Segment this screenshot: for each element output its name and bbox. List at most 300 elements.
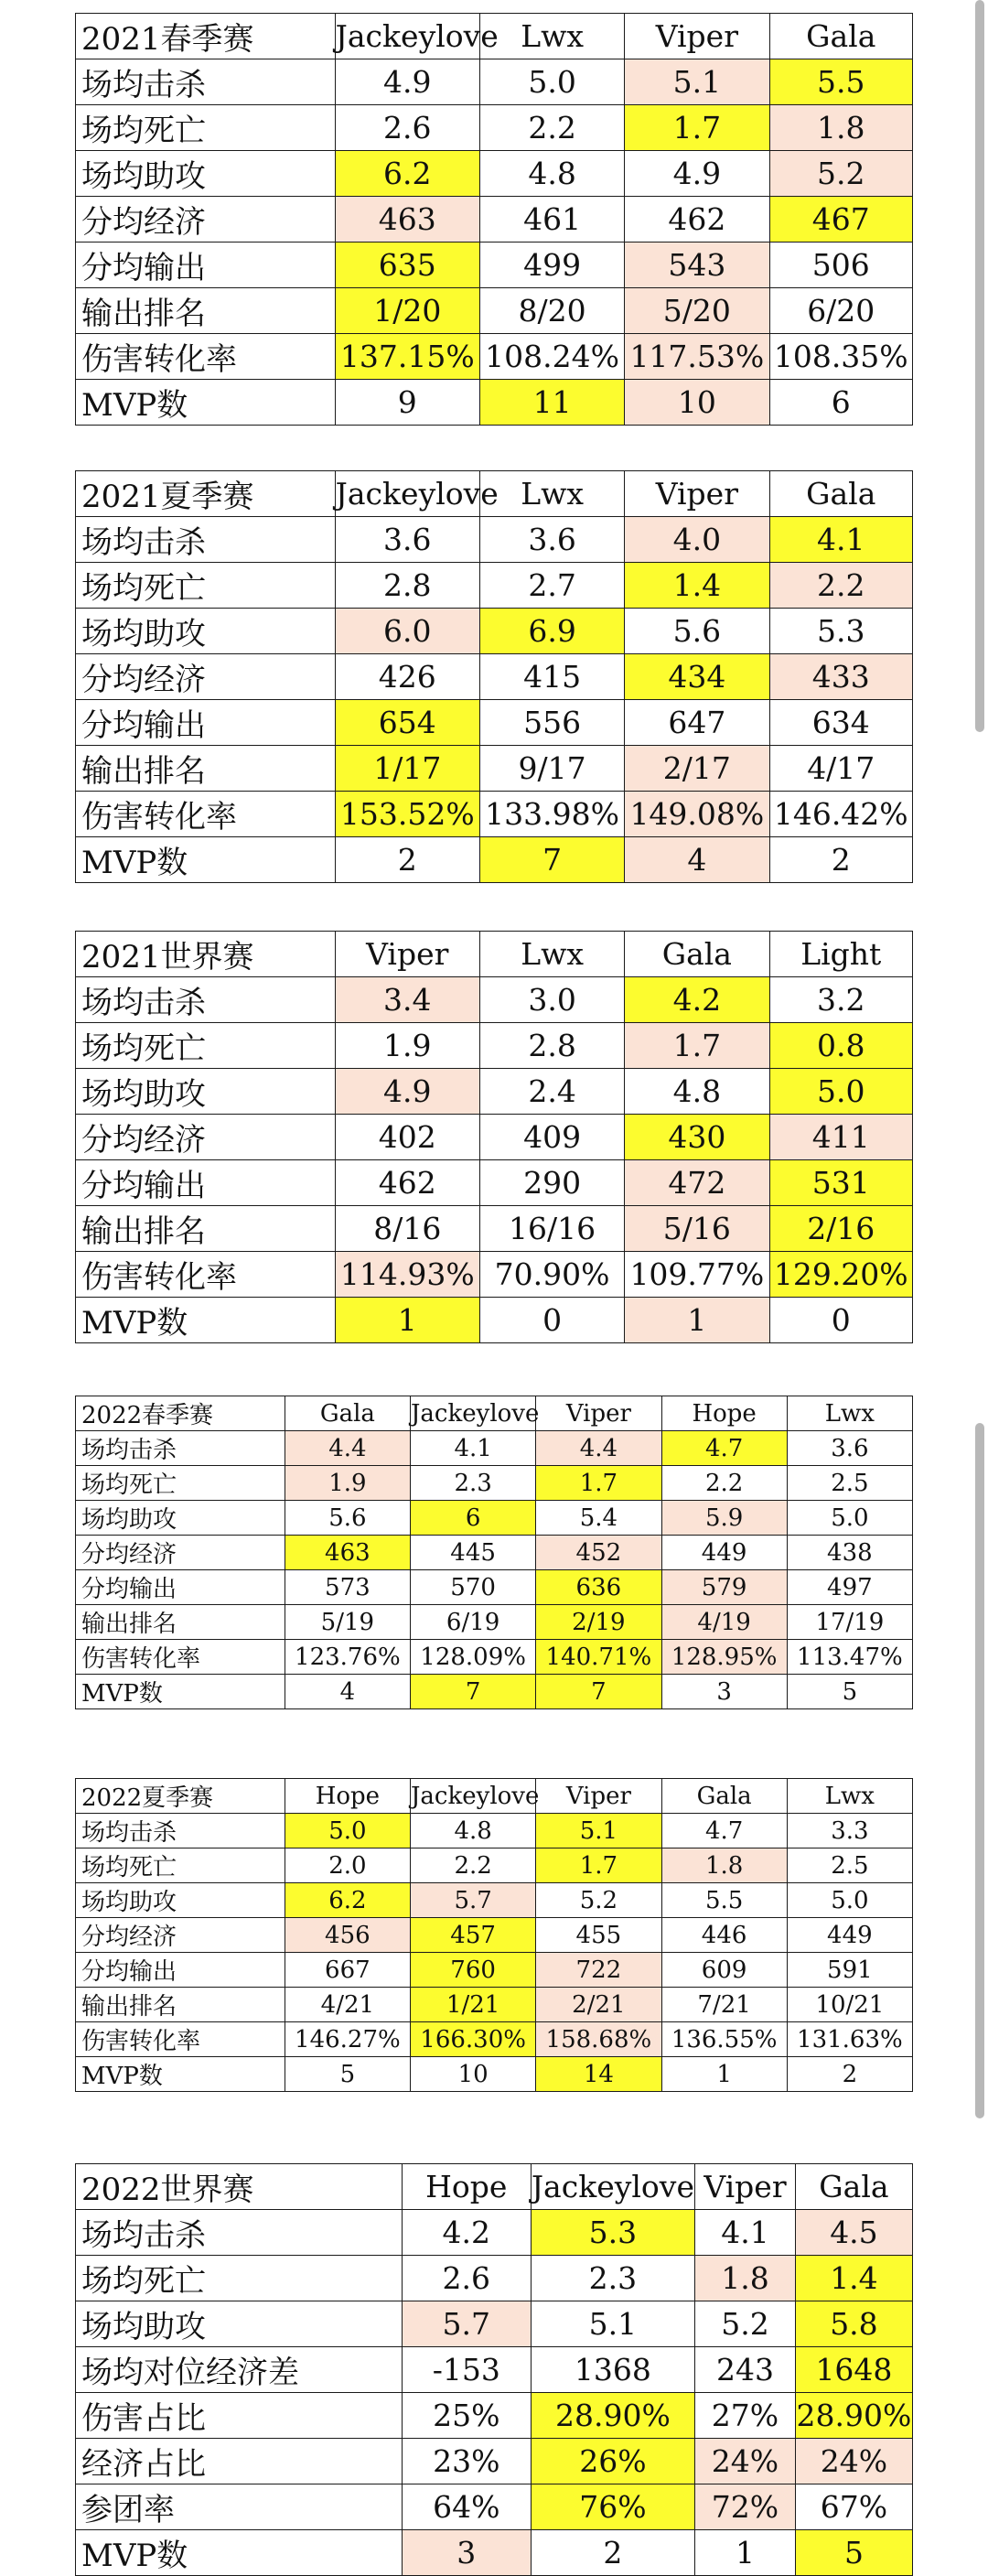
stat-label-cell: MVP数: [76, 837, 336, 883]
stat-value-cell: 146.27%: [285, 2022, 410, 2057]
stat-value-cell: 9/17: [479, 746, 624, 792]
stat-label-cell: 场均助攻: [76, 1883, 285, 1918]
stat-value-cell: 1.8: [661, 1848, 787, 1883]
stat-value-cell: 8/16: [335, 1206, 479, 1252]
stat-value-cell: 3.6: [479, 517, 624, 563]
player-name-cell: Light: [769, 932, 913, 977]
stat-value-cell: 433: [769, 654, 913, 700]
stat-value-cell: 2.8: [335, 563, 479, 609]
table-row: [76, 1848, 913, 1883]
stat-value-cell: 6.9: [479, 609, 624, 654]
stat-value-cell: 5/16: [625, 1206, 769, 1252]
stat-value-cell: 24%: [795, 2439, 912, 2484]
stat-value-cell: 4/19: [661, 1605, 787, 1640]
stat-value-cell: 1: [335, 1298, 479, 1343]
stat-value-cell: 455: [536, 1918, 661, 1953]
stat-label-cell: 场均死亡: [76, 1466, 285, 1501]
stat-value-cell: 10: [625, 380, 769, 426]
player-name-cell: Jackeylove: [335, 471, 479, 517]
stat-value-cell: 472: [625, 1160, 769, 1206]
stat-value-cell: 430: [625, 1115, 769, 1160]
stat-value-cell: 140.71%: [536, 1640, 661, 1675]
player-name-cell: Viper: [695, 2164, 796, 2210]
stat-value-cell: 28.90%: [531, 2393, 694, 2439]
stat-value-cell: 654: [335, 700, 479, 746]
stat-value-cell: 5.2: [769, 151, 913, 197]
stat-value-cell: 6.0: [335, 609, 479, 654]
table-title-cell: 2022世界赛: [76, 2164, 403, 2210]
table-row: [76, 517, 913, 563]
table-row: [76, 1206, 913, 1252]
table-header-row: [76, 1779, 913, 1814]
stat-value-cell: 402: [335, 1115, 479, 1160]
table-row: [76, 197, 913, 243]
table-row: [76, 1023, 913, 1069]
stat-value-cell: 2/21: [536, 1988, 661, 2022]
stat-value-cell: 5.1: [531, 2301, 694, 2347]
table-header-row: [76, 1396, 913, 1431]
stat-label-cell: 场均击杀: [76, 1431, 285, 1466]
stat-value-cell: 3.3: [787, 1814, 912, 1848]
stat-label-cell: 经济占比: [76, 2439, 403, 2484]
stat-value-cell: 2.5: [787, 1466, 912, 1501]
table-title-cell: 2022夏季赛: [76, 1779, 285, 1814]
stat-value-cell: 128.95%: [661, 1640, 787, 1675]
stat-value-cell: 25%: [402, 2393, 531, 2439]
stats-table-2022-spring: [75, 1396, 913, 1708]
stat-value-cell: 5: [285, 2057, 410, 2092]
stat-value-cell: 634: [769, 700, 913, 746]
stat-label-cell: 输出排名: [76, 1605, 285, 1640]
stat-value-cell: 23%: [402, 2439, 531, 2484]
player-name-cell: Hope: [285, 1779, 410, 1814]
stat-value-cell: 11: [479, 380, 624, 426]
stat-value-cell: 3.6: [335, 517, 479, 563]
player-name-cell: Viper: [625, 14, 769, 59]
stat-label-cell: 分均输出: [76, 700, 336, 746]
stat-value-cell: 4.9: [335, 1069, 479, 1115]
stat-value-cell: 1.7: [625, 1023, 769, 1069]
stat-value-cell: 760: [411, 1953, 536, 1988]
stats-table: [75, 13, 913, 426]
stat-value-cell: 5.0: [769, 1069, 913, 1115]
stat-value-cell: 4.1: [695, 2210, 796, 2256]
player-name-cell: Lwx: [479, 471, 624, 517]
player-name-cell: Viper: [625, 471, 769, 517]
stat-value-cell: 4.2: [402, 2210, 531, 2256]
table-row: [76, 700, 913, 746]
stat-label-cell: 场均击杀: [76, 2210, 403, 2256]
stat-value-cell: 452: [536, 1536, 661, 1570]
stat-label-cell: 输出排名: [76, 1206, 336, 1252]
table-row: [76, 334, 913, 380]
stat-value-cell: 5.7: [411, 1883, 536, 1918]
stat-value-cell: 10/21: [787, 1988, 912, 2022]
stat-value-cell: 4.8: [479, 151, 624, 197]
table-row: [76, 2022, 913, 2057]
stat-value-cell: 5.1: [536, 1814, 661, 1848]
stat-label-cell: 分均输出: [76, 243, 336, 288]
stat-label-cell: 输出排名: [76, 288, 336, 334]
stat-value-cell: 7: [479, 837, 624, 883]
stat-value-cell: 4.7: [661, 1431, 787, 1466]
stat-label-cell: 伤害转化率: [76, 2022, 285, 2057]
table-row: [76, 59, 913, 105]
stat-value-cell: 5.0: [285, 1814, 410, 1848]
table-row: [76, 1675, 913, 1709]
stat-label-cell: 场均死亡: [76, 1023, 336, 1069]
stat-label-cell: 分均经济: [76, 1115, 336, 1160]
stat-value-cell: 133.98%: [479, 792, 624, 837]
stat-value-cell: 722: [536, 1953, 661, 1988]
stat-value-cell: 556: [479, 700, 624, 746]
table-row: [76, 2256, 913, 2301]
stat-label-cell: 伤害转化率: [76, 1640, 285, 1675]
player-name-cell: Lwx: [479, 14, 624, 59]
stat-value-cell: 14: [536, 2057, 661, 2092]
stat-value-cell: 146.42%: [769, 792, 913, 837]
stat-label-cell: 场均助攻: [76, 1069, 336, 1115]
stat-value-cell: 1: [695, 2530, 796, 2576]
stat-label-cell: MVP数: [76, 380, 336, 426]
stat-value-cell: 117.53%: [625, 334, 769, 380]
stat-label-cell: 场均助攻: [76, 1501, 285, 1536]
stat-value-cell: 3.6: [787, 1431, 912, 1466]
stat-value-cell: 463: [285, 1536, 410, 1570]
table-row: [76, 2347, 913, 2393]
stat-value-cell: 2.3: [411, 1466, 536, 1501]
stat-label-cell: 场均助攻: [76, 151, 336, 197]
stat-value-cell: 2.0: [285, 1848, 410, 1883]
stat-value-cell: 64%: [402, 2484, 531, 2530]
stat-label-cell: 参团率: [76, 2484, 403, 2530]
stat-value-cell: 591: [787, 1953, 912, 1988]
stat-value-cell: 6: [769, 380, 913, 426]
stat-value-cell: 462: [335, 1160, 479, 1206]
stat-value-cell: 5.0: [479, 59, 624, 105]
stat-value-cell: 449: [661, 1536, 787, 1570]
stat-value-cell: 2.4: [479, 1069, 624, 1115]
stat-label-cell: 场均死亡: [76, 1848, 285, 1883]
stat-value-cell: 158.68%: [536, 2022, 661, 2057]
stat-value-cell: 76%: [531, 2484, 694, 2530]
stat-value-cell: 108.24%: [479, 334, 624, 380]
stat-value-cell: 4: [625, 837, 769, 883]
stat-value-cell: 1.4: [795, 2256, 912, 2301]
table-row: [76, 1466, 913, 1501]
stat-value-cell: 6/20: [769, 288, 913, 334]
stat-value-cell: 543: [625, 243, 769, 288]
table-title-cell: 2021夏季赛: [76, 471, 336, 517]
table-title-cell: 2021世界赛: [76, 932, 336, 977]
stats-table-2022-worlds: [75, 2163, 913, 2574]
stat-label-cell: 伤害转化率: [76, 792, 336, 837]
stat-value-cell: 1/20: [335, 288, 479, 334]
stat-label-cell: 分均经济: [76, 1536, 285, 1570]
player-name-cell: Jackeylove: [411, 1779, 536, 1814]
stat-value-cell: 667: [285, 1953, 410, 1988]
stat-value-cell: 2: [335, 837, 479, 883]
stat-value-cell: 2.2: [769, 563, 913, 609]
stat-value-cell: 635: [335, 243, 479, 288]
stat-value-cell: 2/19: [536, 1605, 661, 1640]
stat-value-cell: 5.0: [787, 1883, 912, 1918]
player-name-cell: Hope: [402, 2164, 531, 2210]
table-row: [76, 1160, 913, 1206]
stat-value-cell: 463: [335, 197, 479, 243]
table-row: [76, 2393, 913, 2439]
stat-value-cell: 5.5: [661, 1883, 787, 1918]
stat-value-cell: 123.76%: [285, 1640, 410, 1675]
table-row: [76, 563, 913, 609]
player-name-cell: Lwx: [787, 1396, 912, 1431]
stat-value-cell: 434: [625, 654, 769, 700]
stat-value-cell: 506: [769, 243, 913, 288]
stat-value-cell: 3: [402, 2530, 531, 2576]
stat-value-cell: 4.1: [769, 517, 913, 563]
stat-label-cell: MVP数: [76, 2057, 285, 2092]
stat-value-cell: 2.5: [787, 1848, 912, 1883]
table-row: [76, 1918, 913, 1953]
stat-value-cell: 1.7: [625, 105, 769, 151]
stat-value-cell: 1.7: [536, 1466, 661, 1501]
stat-label-cell: 场均死亡: [76, 563, 336, 609]
table-row: [76, 1115, 913, 1160]
stat-value-cell: 137.15%: [335, 334, 479, 380]
stat-value-cell: 1: [625, 1298, 769, 1343]
stat-label-cell: 场均击杀: [76, 1814, 285, 1848]
stat-label-cell: 场均死亡: [76, 2256, 403, 2301]
stat-value-cell: 426: [335, 654, 479, 700]
stat-label-cell: 输出排名: [76, 1988, 285, 2022]
stats-table: [75, 2163, 913, 2576]
stat-value-cell: 1.8: [695, 2256, 796, 2301]
stat-value-cell: 16/16: [479, 1206, 624, 1252]
stat-value-cell: 570: [411, 1570, 536, 1605]
stat-value-cell: 2: [531, 2530, 694, 2576]
table-header-row: [76, 14, 913, 59]
table-header-row: [76, 932, 913, 977]
stat-value-cell: 2.7: [479, 563, 624, 609]
stat-value-cell: 7: [536, 1675, 661, 1709]
stat-value-cell: 113.47%: [787, 1640, 912, 1675]
stat-value-cell: 3: [661, 1675, 787, 1709]
stat-value-cell: 6.2: [335, 151, 479, 197]
stat-value-cell: 5.4: [536, 1501, 661, 1536]
stat-value-cell: 2.2: [479, 105, 624, 151]
stat-value-cell: 166.30%: [411, 2022, 536, 2057]
stat-value-cell: 2: [769, 837, 913, 883]
table-row: [76, 1953, 913, 1988]
stat-value-cell: 0: [769, 1298, 913, 1343]
stat-value-cell: 5.9: [661, 1501, 787, 1536]
stat-value-cell: 4.8: [625, 1069, 769, 1115]
table-row: [76, 1501, 913, 1536]
stat-value-cell: 1.9: [285, 1466, 410, 1501]
stats-table-2021-spring: [75, 13, 913, 424]
stat-value-cell: 4.4: [285, 1431, 410, 1466]
stats-table: [75, 470, 913, 883]
stat-value-cell: 5.7: [402, 2301, 531, 2347]
stat-value-cell: 9: [335, 380, 479, 426]
scrollbar-thumb-top[interactable]: [975, 0, 984, 732]
stat-value-cell: 446: [661, 1918, 787, 1953]
stat-value-cell: 1368: [531, 2347, 694, 2393]
stat-value-cell: 7/21: [661, 1988, 787, 2022]
stat-value-cell: 2.2: [661, 1466, 787, 1501]
stat-value-cell: 5.2: [536, 1883, 661, 1918]
stats-table: [75, 1396, 913, 1709]
stat-value-cell: 3.4: [335, 977, 479, 1023]
stat-value-cell: 72%: [695, 2484, 796, 2530]
stat-value-cell: 647: [625, 700, 769, 746]
player-name-cell: Gala: [795, 2164, 912, 2210]
table-row: [76, 380, 913, 426]
stat-value-cell: 5.2: [695, 2301, 796, 2347]
stat-value-cell: 0: [479, 1298, 624, 1343]
stat-value-cell: 456: [285, 1918, 410, 1953]
stat-value-cell: 1.9: [335, 1023, 479, 1069]
stat-value-cell: 461: [479, 197, 624, 243]
stat-value-cell: 0.8: [769, 1023, 913, 1069]
table-row: [76, 792, 913, 837]
table-row: [76, 1298, 913, 1343]
player-name-cell: Jackeylove: [335, 14, 479, 59]
stat-value-cell: 445: [411, 1536, 536, 1570]
stat-value-cell: 497: [787, 1570, 912, 1605]
table-row: [76, 654, 913, 700]
table-row: [76, 2530, 913, 2576]
table-row: [76, 837, 913, 883]
stat-value-cell: 4.4: [536, 1431, 661, 1466]
stat-value-cell: 415: [479, 654, 624, 700]
stat-value-cell: 1.4: [625, 563, 769, 609]
stat-value-cell: 5: [787, 1675, 912, 1709]
stat-value-cell: 4/17: [769, 746, 913, 792]
table-row: [76, 2210, 913, 2256]
stat-value-cell: 2.6: [402, 2256, 531, 2301]
stat-value-cell: 5.3: [531, 2210, 694, 2256]
stats-table-2021-worlds: [75, 931, 913, 1342]
stat-value-cell: 4.8: [411, 1814, 536, 1848]
stat-label-cell: 场均击杀: [76, 977, 336, 1023]
player-name-cell: Gala: [769, 471, 913, 517]
player-name-cell: Gala: [661, 1779, 787, 1814]
stat-value-cell: 1/21: [411, 1988, 536, 2022]
player-name-cell: Gala: [625, 932, 769, 977]
stat-value-cell: 1.7: [536, 1848, 661, 1883]
table-row: [76, 746, 913, 792]
stat-value-cell: 4.2: [625, 977, 769, 1023]
stat-value-cell: 136.55%: [661, 2022, 787, 2057]
stats-table-2021-summer: [75, 470, 913, 881]
player-name-cell: Jackeylove: [531, 2164, 694, 2210]
stat-label-cell: 分均输出: [76, 1570, 285, 1605]
table-row: [76, 1605, 913, 1640]
stat-value-cell: 4.9: [625, 151, 769, 197]
player-name-cell: Viper: [335, 932, 479, 977]
stat-value-cell: 17/19: [787, 1605, 912, 1640]
table-header-row: [76, 471, 913, 517]
stat-value-cell: 531: [769, 1160, 913, 1206]
player-name-cell: Gala: [285, 1396, 410, 1431]
stat-value-cell: 1.8: [769, 105, 913, 151]
stat-value-cell: 609: [661, 1953, 787, 1988]
player-name-cell: Lwx: [787, 1779, 912, 1814]
stat-label-cell: 场均击杀: [76, 517, 336, 563]
stat-label-cell: 场均死亡: [76, 105, 336, 151]
stat-value-cell: 2: [787, 2057, 912, 2092]
stat-value-cell: 67%: [795, 2484, 912, 2530]
stat-value-cell: 2.8: [479, 1023, 624, 1069]
stat-value-cell: 409: [479, 1115, 624, 1160]
stat-label-cell: 分均输出: [76, 1953, 285, 1988]
stat-label-cell: MVP数: [76, 1675, 285, 1709]
stat-value-cell: 27%: [695, 2393, 796, 2439]
stat-label-cell: 场均助攻: [76, 2301, 403, 2347]
stat-value-cell: 4.7: [661, 1814, 787, 1848]
table-row: [76, 288, 913, 334]
stat-value-cell: 5.1: [625, 59, 769, 105]
stat-value-cell: 6: [411, 1501, 536, 1536]
stat-label-cell: 输出排名: [76, 746, 336, 792]
stats-table-2022-summer: [75, 1778, 913, 2090]
stat-value-cell: 129.20%: [769, 1252, 913, 1298]
stat-value-cell: 579: [661, 1570, 787, 1605]
stat-value-cell: 2.3: [531, 2256, 694, 2301]
stat-label-cell: 场均击杀: [76, 59, 336, 105]
scrollbar-thumb-bottom[interactable]: [975, 1423, 984, 2118]
stat-value-cell: 153.52%: [335, 792, 479, 837]
stat-value-cell: 636: [536, 1570, 661, 1605]
stat-value-cell: 70.90%: [479, 1252, 624, 1298]
table-row: [76, 1431, 913, 1466]
stat-value-cell: 5.5: [769, 59, 913, 105]
stat-value-cell: 5.6: [625, 609, 769, 654]
stat-value-cell: -153: [402, 2347, 531, 2393]
player-name-cell: Gala: [769, 14, 913, 59]
table-row: [76, 2301, 913, 2347]
stat-value-cell: 4.5: [795, 2210, 912, 2256]
stat-label-cell: 分均经济: [76, 197, 336, 243]
stat-value-cell: 3.2: [769, 977, 913, 1023]
stats-table: [75, 1778, 913, 2092]
table-row: [76, 977, 913, 1023]
player-name-cell: Hope: [661, 1396, 787, 1431]
stat-value-cell: 7: [411, 1675, 536, 1709]
stat-value-cell: 462: [625, 197, 769, 243]
stat-value-cell: 109.77%: [625, 1252, 769, 1298]
table-row: [76, 1570, 913, 1605]
stat-value-cell: 2/17: [625, 746, 769, 792]
stat-value-cell: 24%: [695, 2439, 796, 2484]
table-header-row: [76, 2164, 913, 2210]
stat-value-cell: 499: [479, 243, 624, 288]
stat-value-cell: 5/19: [285, 1605, 410, 1640]
stat-value-cell: 290: [479, 1160, 624, 1206]
stat-value-cell: 4/21: [285, 1988, 410, 2022]
table-row: [76, 1536, 913, 1570]
stat-value-cell: 128.09%: [411, 1640, 536, 1675]
stat-value-cell: 8/20: [479, 288, 624, 334]
table-row: [76, 2484, 913, 2530]
stat-value-cell: 28.90%: [795, 2393, 912, 2439]
stat-value-cell: 5.6: [285, 1501, 410, 1536]
stat-value-cell: 449: [787, 1918, 912, 1953]
table-row: [76, 1252, 913, 1298]
stat-value-cell: 2.2: [411, 1848, 536, 1883]
table-row: [76, 1883, 913, 1918]
